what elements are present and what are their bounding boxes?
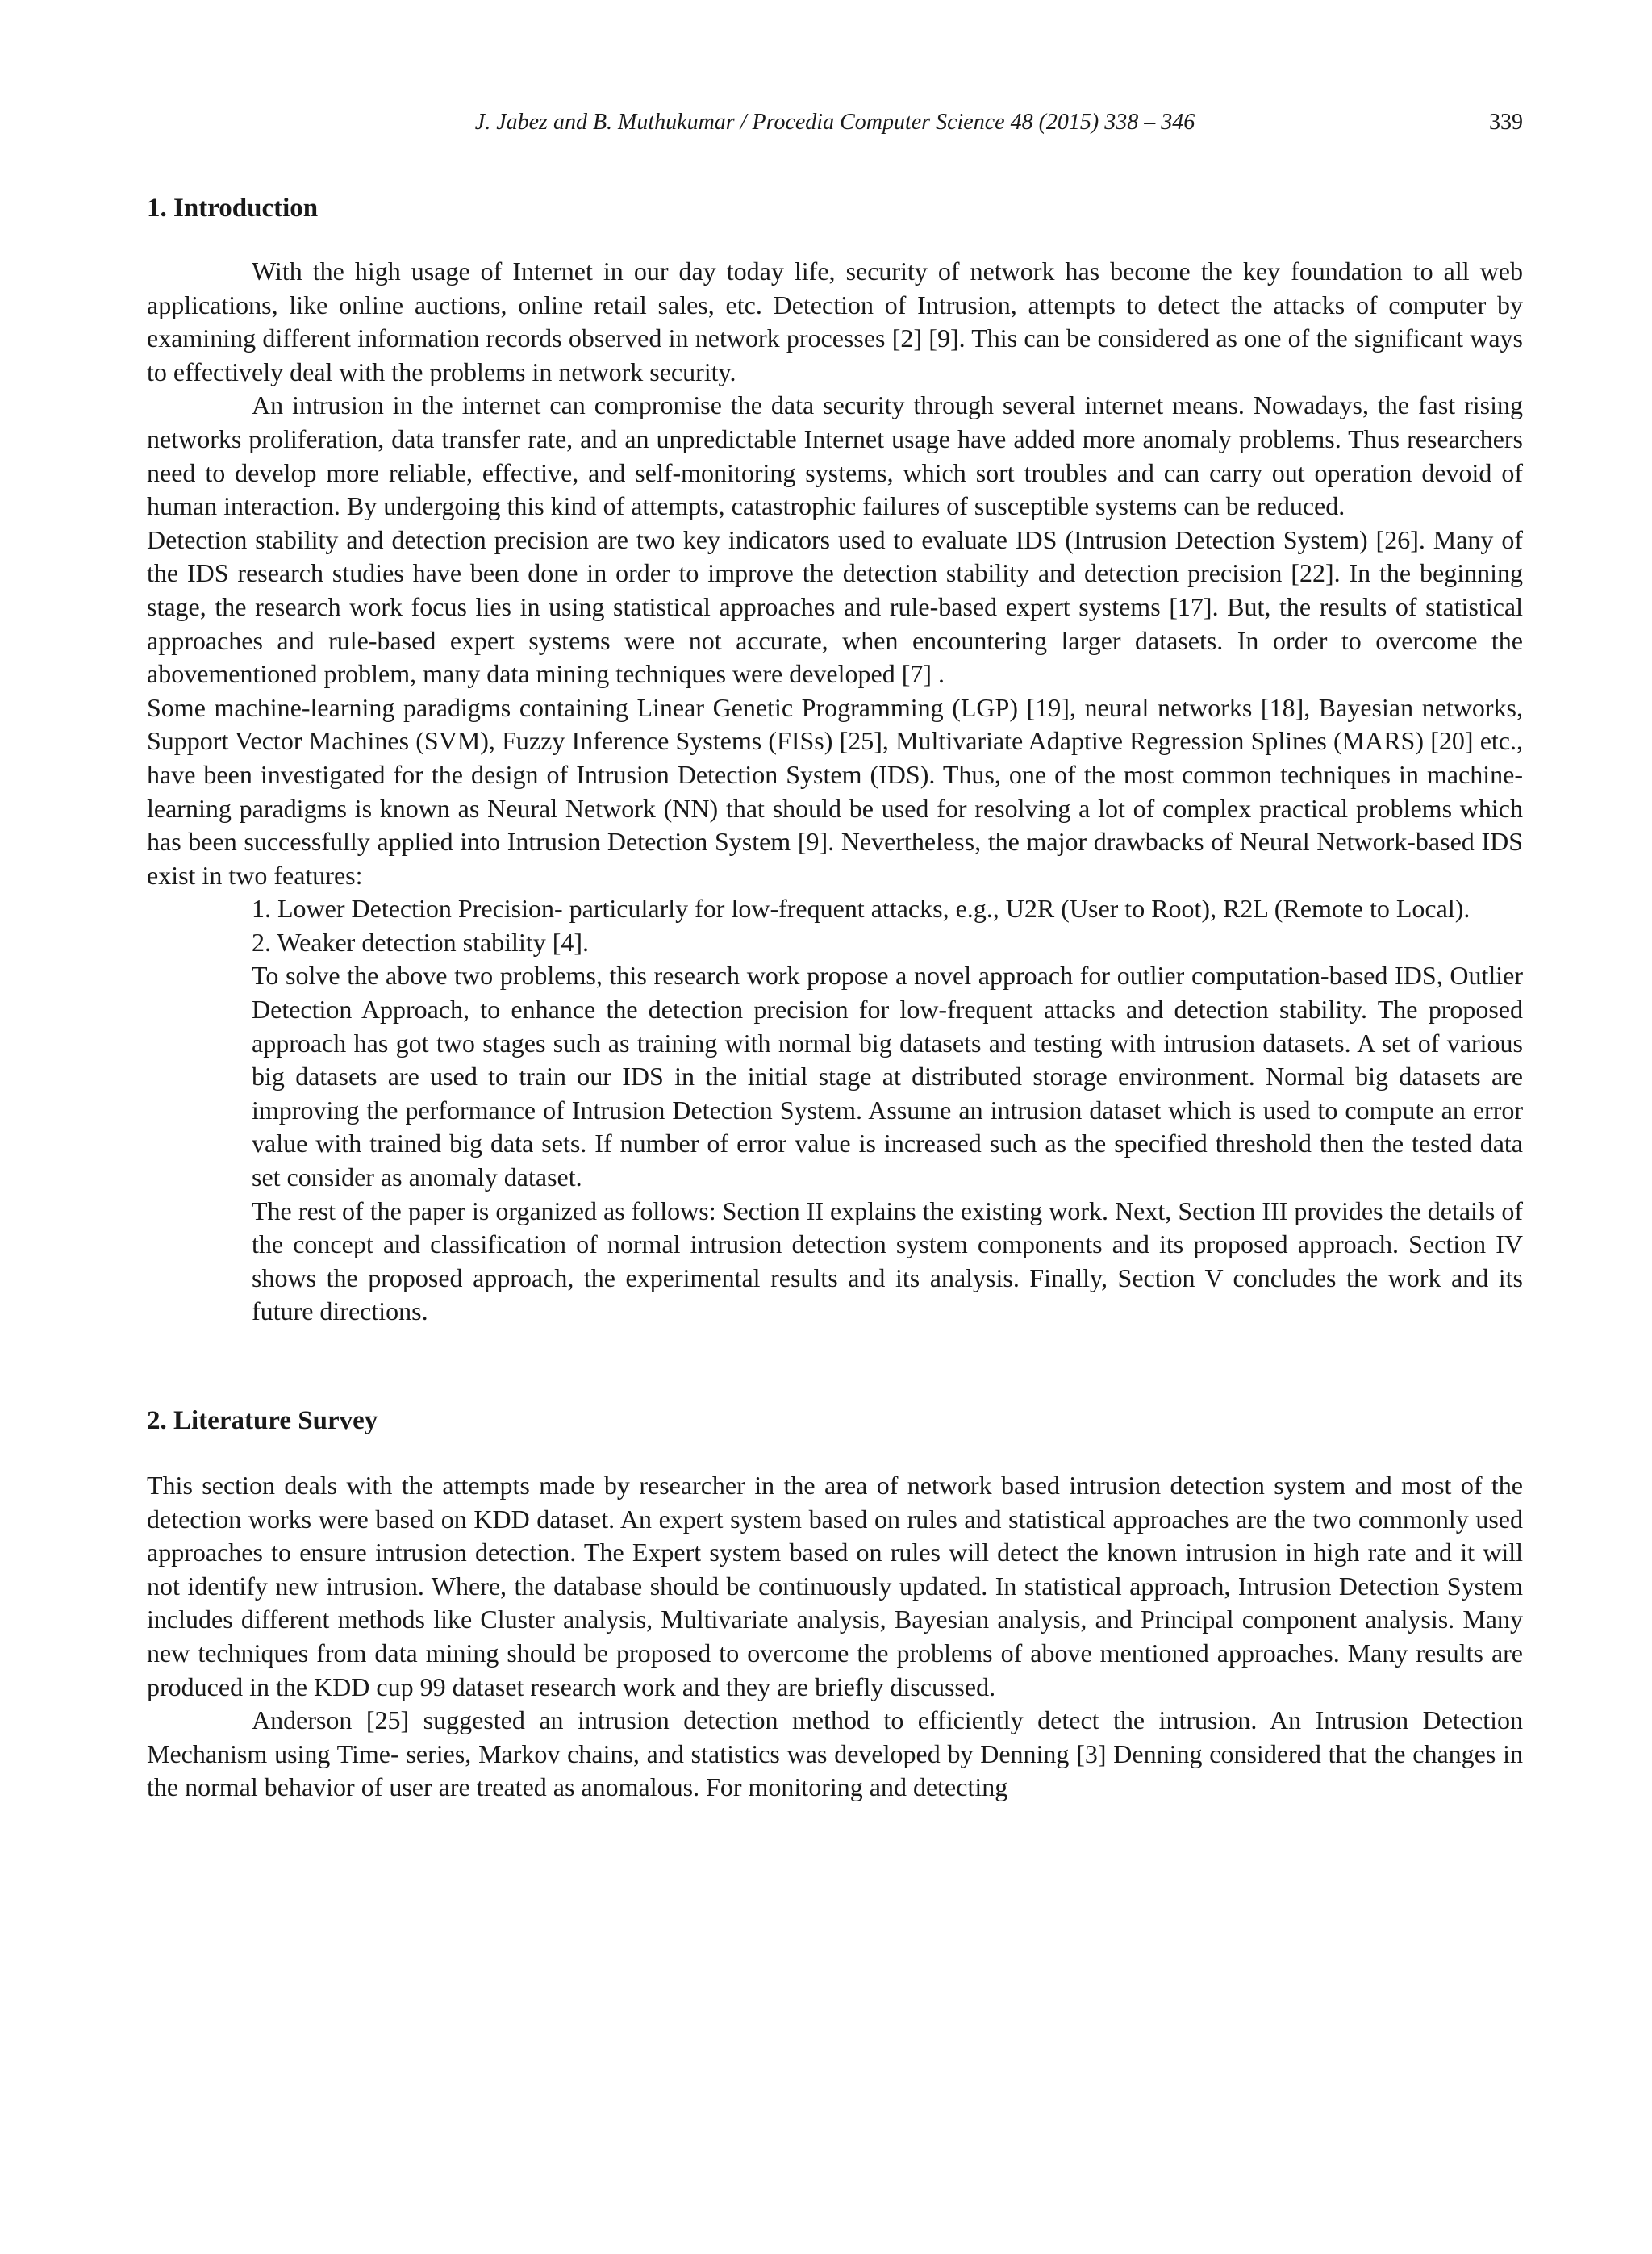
list-item: 1. Lower Detection Precision- particularly for low-frequent attacks, e.g., U2R (User to Root), R2L (Remote to Local). — [252, 894, 1471, 924]
section-heading-introduction: 1. Introduction — [147, 194, 319, 223]
journal-citation: J. Jabez and B. Muthukumar / Procedia Computer Science 48 (2015) 338 – 346 — [474, 110, 1195, 135]
running-header — [147, 110, 1523, 142]
article-body — [147, 190, 1523, 1805]
paragraph: This section deals with the attempts made by researcher in the area of network based intrusion detection system and most of the detection works were based on KDD dataset. An expert system based on rules and statistical approaches are the two commonly used approaches to ensure intrusion detection. The Expert system based on rules will detect the known intrusion in high rate and it will not identify new intrusion. Where, the database should be continuously updated. In statistical approach, Intrusion Detection System includes different methods like Cluster analysis, Multivariate analysis, Bayesian analysis, and Principal component analysis. Many new techniques from data mining should be proposed to overcome the problems of above mentioned approaches. Many results are produced in the KDD cup 99 dataset research work and they are briefly discussed. — [147, 1471, 1523, 1701]
section-heading-literature-survey: 2. Literature Survey — [147, 1406, 378, 1435]
section-introduction — [147, 190, 1523, 1329]
paragraph: An intrusion in the internet can compromise the data security through several internet means. Nowadays, the fast rising networks proliferation, data transfer rate, and an unpredictable Internet usage have added more anomaly problems. Thus researchers need to develop more reliable, effective, and self-monitoring systems, which sort troubles and can carry out operation devoid of human interaction. By undergoing this kind of attempts, catastrophic failures of susceptible systems can be reduced. — [147, 390, 1523, 521]
paragraph: The rest of the paper is organized as follows: Section II explains the existing work. Next, Section III provides the details of the concept and classification of normal intrusion detection system components and its proposed approach. Section IV shows the proposed approach, the experimental results and its analysis. Finally, Section V concludes the work and its future directions. — [252, 1196, 1523, 1326]
paragraph: Detection stability and detection precision are two key indicators used to evaluate IDS (Intrusion Detection System) [26]. Many of the IDS research studies have been done in order to improve the detection stability and detection precision [22]. In the beginning stage, the research work focus lies in using statistical approaches and rule-based expert systems [17]. But, the results of statistical approaches and rule-based expert systems were not accurate, when encountering larger datasets. In order to overcome the abovementioned problem, many data mining techniques were developed [7] . — [147, 524, 1523, 689]
paragraph: Some machine-learning paradigms containing Linear Genetic Programming (LGP) [19], neural networks [18], Bayesian networks, Support Vector Machines (SVM), Fuzzy Inference Systems (FISs) [25], Multivariate Adaptive Regression Splines (MARS) [20] etc., have been investigated for the design of Intrusion Detection System (IDS). Thus, one of the most common techniques in machine-learning paradigms is known as Neural Network (NN) that should be used for resolving a lot of complex practical problems which has been successfully applied into Intrusion Detection System [9]. Nevertheless, the major drawbacks of Neural Network-based IDS exist in two features: — [147, 692, 1523, 890]
section-literature-survey — [147, 1403, 1523, 1805]
paragraph: Anderson [25] suggested an intrusion detection method to efficiently detect the intrusion. An Intrusion Detection Mechanism using Time- series, Markov chains, and statistics was developed by Denning [3] Denning considered that the changes in the normal behavior of user are treated as anomalous. For monitoring and detecting — [147, 1705, 1523, 1802]
paragraph: To solve the above two problems, this research work propose a novel approach for outlier computation-based IDS, Outlier Detection Approach, to enhance the detection precision for low-frequent attacks and detection stability. The proposed approach has got two stages such as training with normal big datasets and testing with intrusion datasets. A set of various big datasets are used to train our IDS in the initial stage at distributed storage environment. Normal big datasets are improving the performance of Intrusion Detection System. Assume an intrusion dataset which is used to compute an error value with trained big data sets. If number of error value is increased such as the specified threshold then the tested data set consider as anomaly dataset. — [252, 961, 1523, 1192]
paragraph: With the high usage of Internet in our day today life, security of network has become the key foundation to all web applications, like online auctions, online retail sales, etc. Detection of Intrusion, attempts to detect the attacks of computer by examining different information records observed in network processes [2] [9]. This can be considered as one of the significant ways to effectively deal with the problems in network security. — [147, 257, 1523, 386]
list-item: 2. Weaker detection stability [4]. — [252, 927, 590, 957]
page-number: 339 — [1489, 110, 1523, 135]
